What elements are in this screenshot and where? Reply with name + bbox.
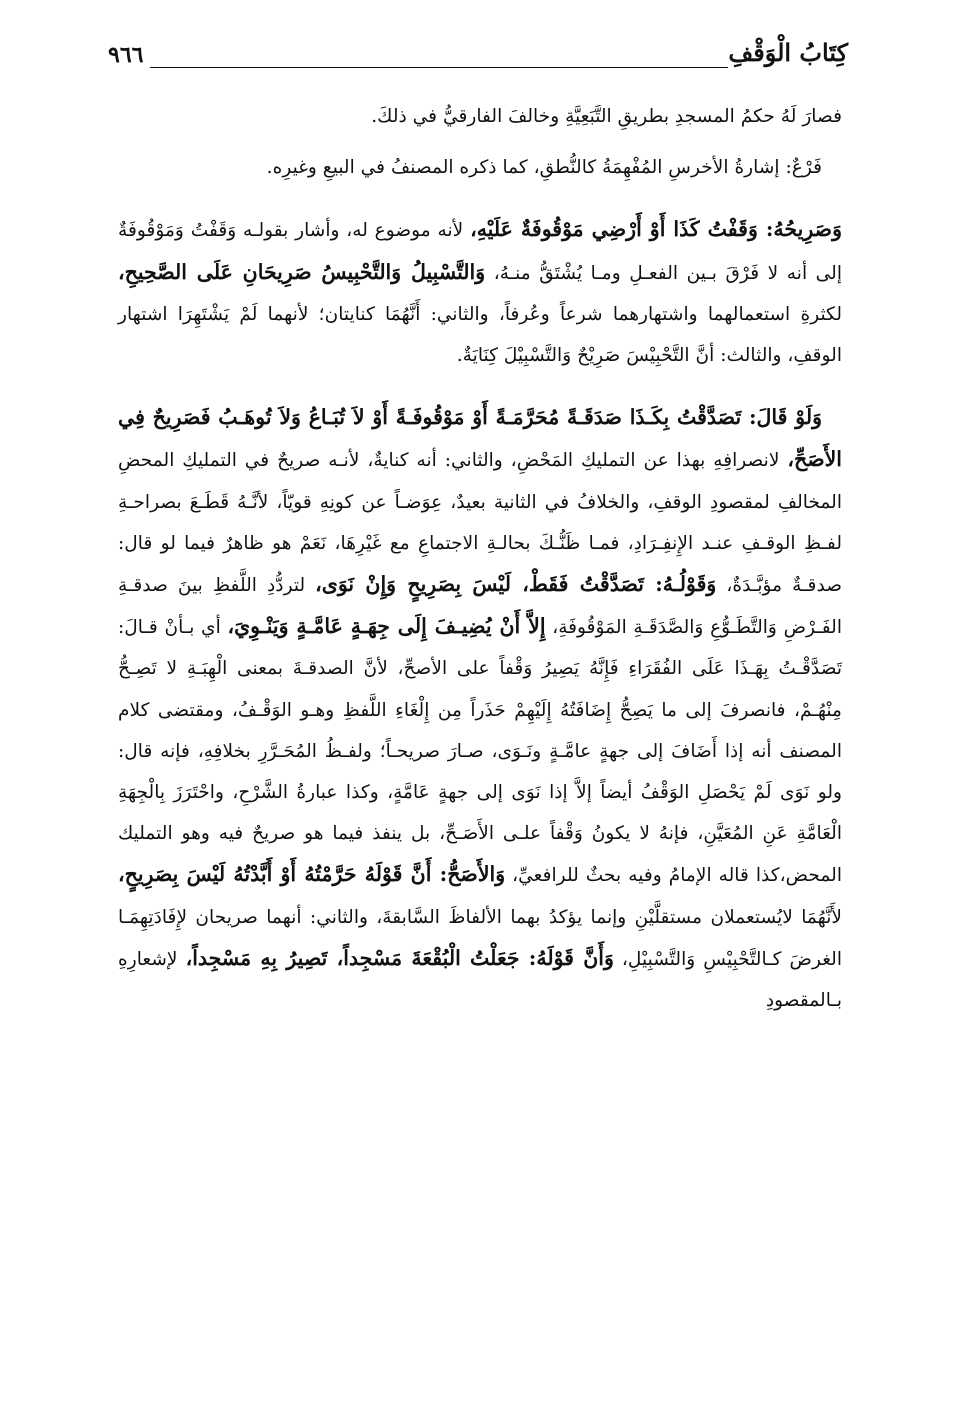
commentary-text: لكثرةِ استعمالهما واشتهارهما شرعاً وعُرفاً، والثاني: أَنَّهُمَا كنايتان؛ لأنهما لَمْ يَشْتَهِرَا اشتهار الوقفِ، والثالث: أنَّ التَّحْبِيْسَ صَرِيْحٌ وَالتَّسْبِيْلَ كِنَايَةٌ. bbox=[118, 303, 842, 367]
commentary-text: فَرْعٌ: إشارةُ الأخرسِ المُفْهِمَةُ كالنُّطقِ، كما ذكره المصنفُ في البيعِ وغيرِه. bbox=[266, 157, 822, 179]
paragraph bbox=[118, 397, 842, 1021]
commentary-text: لإشعارِهِ بـالمقصودِ bbox=[118, 948, 842, 1012]
matn-text: وَلَوْ قَالَ: تَصَدَّقْتُ بِكَـذَا صَدَقَـةً مُحَرَّمَـةً أَوْ مَوْقُوفَـةً أَوْ لاَ تُبَـاعُ وَلاَ تُوهَـبُ فَصَرِيحٌ فِي الأَصَحِّ، bbox=[118, 405, 842, 472]
matn-text: وَقَوْلُـهُ: تَصَدَّقْتُ فَقَطْ، لَيْسَ بِصَرِيحٍ وَإِنْ نَوَى، bbox=[315, 572, 717, 597]
paragraph bbox=[118, 147, 842, 188]
commentary-text: لانصرافِهِ بهذا عن التمليكِ المَحْضِ، والثاني: أنه كنايةٌ، لأنـه صريحٌ في التمليكِ المحضِ المخالفِ لمقصودِ الوقفِ، والخلافُ في الثانية بعيدٌ، عِوَضـاً عن كونِهِ قويّاً، لأنَّـهُ قَطَـعَ بصراحـةِ لفـظِ الوقـفِ عنـد الإِنفِـرَادِ، فمـا ظَنُّـكَ بحالـةِ الاجتماعِ مع غَيْرِهَا، نَعَمْ هو ظاهرٌ فيما لو قال: صدقـةٌ مؤبَّـدَةٌ، bbox=[118, 450, 842, 597]
commentary-text: لتردُّدِ اللَّفظِ بينَ صدقـةِ الفَـرْضِ وَالتَّطَـوُّعِ وَالصَّدَقَـةِ المَوْقُوفَةِ، bbox=[118, 575, 842, 639]
matn-text: وَالتَّسْبِيلُ وَالتَّحْبِيسُ صَرِيحَانِ عَلَى الصَّحِيحِ، bbox=[118, 259, 486, 284]
matn-text: وَصَرِيحُهُ: وَقَفْتُ كَذَا أَوْ أَرْضِي مَوْقُوفَةٌ عَلَيْهِ، bbox=[470, 217, 842, 242]
paragraph bbox=[118, 209, 842, 376]
paragraph bbox=[118, 96, 842, 137]
matn-text: وَالأَصَحُّ: أَنَّ قَوْلَهُ حَرَّمْتُهُ أَوْ أَبَّدْتُهُ لَيْسَ بِصَرِيحٍ، bbox=[118, 862, 506, 887]
commentary-text: لأَنَّهُمَا لايُستعملان مستقلَّيْنِ وإنما يؤكدُ بهما الألفاظَ السَّابقةَ، والثاني: أنهما صريحان لإِفَادَتِهِمَـا الغرضَ كـالتَّحْبِيْسِ وَالتَّسْبِيْلِ، bbox=[118, 906, 842, 970]
commentary-text: وَقَفْتُ وَمَوْقُوفَةٌ bbox=[118, 220, 237, 242]
matn-text: إِلاَّ أَنْ يُضِيـفَ إِلَى جِهَـةٍ عَامَّـةٍ وَيَنْـوِيَ، bbox=[227, 614, 546, 639]
commentary-text: أي بـأنْ قـالَ: تَصَدَّقْـتُ بِهَـذَا عَلَى الفُقَرَاءِ فَإِنَّهُ يَصِيرُ وَقْفاً على الأصحِّ، لأنَّ الصدقـةَ بمعنى الْهِبَـةِ لا تَصِـحُّ مِنْهُـمْ، فانصرفَ إلى ما يَصِحُّ إِضَافَتُهُ إِلَيْهِمْ حَذَراً مِن إِلْغَاءِ اللَّفظِ وهـو الوَقْـفُ، ومقتضى كلام المصنف أنه إذا أَضَافَ إلى جهةٍ عامَّـةٍ ونَـوَى، صـارَ صريحـاً؛ ولفـظُ المُحَـرَّرِ بخلافِهِ، فإنه قال: ولو نَوَى لَمْ يَحْصَلِ الوَقْفُ أيضاً إلاَّ إذا نَوَى إلى جهةٍ عَامَّةٍ، وكذا عبارةُ الشَّرْحِ، واحْتَرَزَ بِالْجِهَةِ الْعَامَّةِ عَنِ المُعَيَّنِ، فإنهُ لا يكونُ وَقْفاً علـى الأَصَـحِّ، بل ينفذ فيما هو صريحٌ فيه وهو التمليك المحض،كذا قاله الإمامُ وفيه بحثٌ للرافعيِّ، bbox=[118, 617, 843, 887]
commentary-text: إلى أنه لا فَرْقَ بـين الفعـلِ ومـا يُشْتَقُّ منـهُ، bbox=[485, 262, 842, 284]
body-text bbox=[118, 96, 842, 1021]
matn-text: وَأَنَّ قَوْلَهُ: جَعَلْتُ الْبُقْعَةَ مَسْجِداً، تَصِيرُ بِهِ مَسْجِداً، bbox=[185, 945, 614, 970]
page-number: ٩٦٦ bbox=[108, 42, 144, 68]
commentary-text: فصارَ لَهُ حكمُ المسجدِ بطريقِ التَّبَعِيَّةِ وخالفَ الفارقيُّ في ذلكَ. bbox=[371, 106, 842, 127]
commentary-text: لأنه موضوع له، وأشار بقولـه bbox=[236, 220, 471, 242]
running-title: كِتَابُ الْوَقْفِ bbox=[728, 38, 848, 67]
page-header bbox=[108, 34, 848, 74]
header-rule bbox=[150, 67, 728, 68]
